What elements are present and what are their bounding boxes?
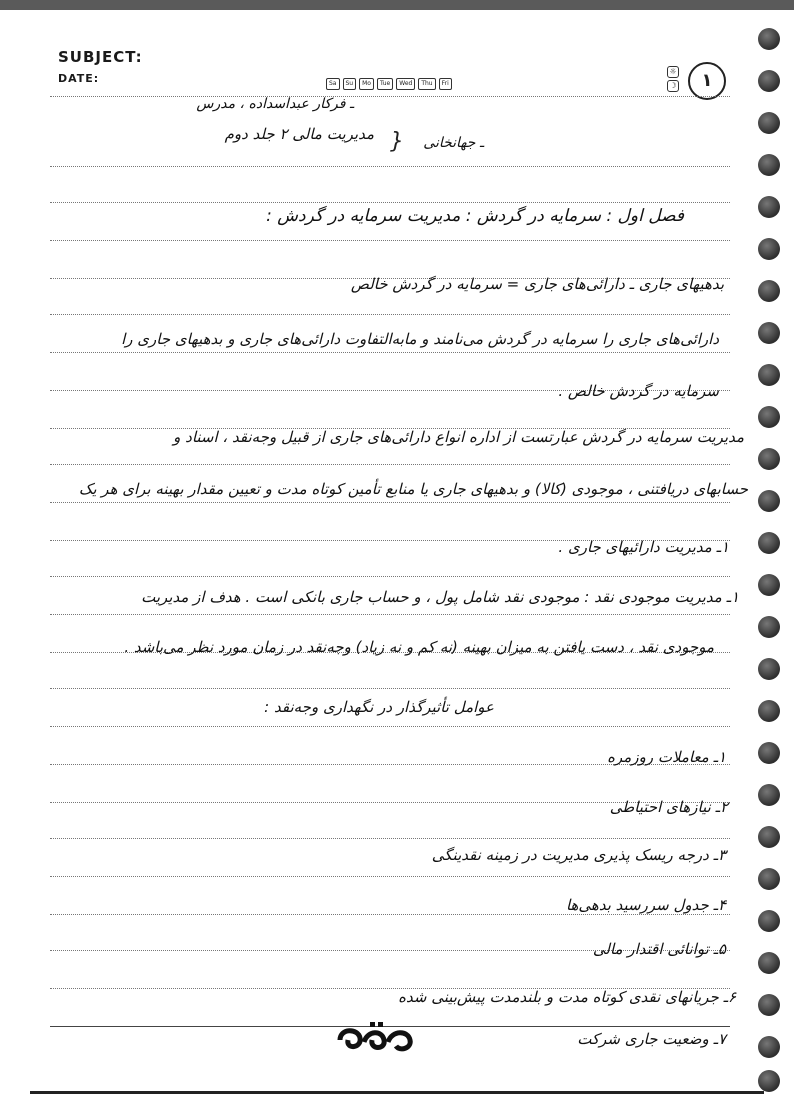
binding-hole: [758, 784, 780, 806]
binding-hole: [758, 322, 780, 344]
paragraph-1-line-1: دارائی‌های جاری را سرمایه در گردش می‌نامند و مابه‌التفاوت دارائی‌های جاری و بدهیهای جاری را: [121, 330, 719, 348]
ruled-line: [50, 464, 730, 465]
binding-hole: [758, 238, 780, 260]
subject-label: SUBJECT:: [58, 48, 143, 66]
factor-item-3: ۳ـ درجه ریسک پذیری مدیریت در زمینه نقدینگی: [431, 846, 726, 864]
ruled-line: [50, 876, 730, 877]
paragraph-2-line-2: حسابهای دریافتنی ، موجودی (کالا) و بدهیهای جاری یا منابع تأمین کوتاه مدت و تعیین مقدار بهینه برای هر یک: [78, 480, 748, 498]
ruled-line: [50, 726, 730, 727]
weekday-tuesday: Tue: [377, 78, 393, 90]
binding-hole: [758, 406, 780, 428]
ruled-line: [50, 314, 730, 315]
scan-top-edge: [0, 0, 794, 10]
ruled-line: [50, 576, 730, 577]
source-line-1: ـ فرکار عبداسداده ، مدرس: [196, 96, 354, 112]
ruled-line: [50, 614, 730, 615]
binding-hole: [758, 952, 780, 974]
ruled-line: [50, 202, 730, 203]
binding-hole: [758, 28, 780, 50]
weekday-sunday: Su: [343, 78, 357, 90]
factors-heading: عوامل تأثیرگذار در نگهداری وجه‌نقد :: [264, 698, 494, 716]
binding-hole: [758, 448, 780, 470]
factor-item-7: ۷ـ وضعیت جاری شرکت: [577, 1030, 726, 1048]
date-label: DATE:: [58, 72, 100, 85]
page-bottom-line: [30, 1091, 764, 1094]
binding-hole: [758, 532, 780, 554]
binding-hole: [758, 196, 780, 218]
binding-hole: [758, 994, 780, 1016]
ruled-line: [50, 838, 730, 839]
weekday-friday: Fri: [439, 78, 452, 90]
notebook-page: [0, 10, 794, 1103]
brand-logo-icon: [330, 1018, 425, 1058]
item-1-line-1: ۱ـ مدیریت موجودی نقد : موجودی نقد شامل پول ، و حساب جاری بانکی است . هدف از مدیریت: [141, 588, 739, 606]
source-line-2: ـ جهانخانی: [423, 135, 484, 151]
binding-hole: [758, 364, 780, 386]
paragraph-1-line-2: سرمایه در گردش خالص .: [558, 382, 719, 400]
curly-brace: {: [390, 129, 404, 154]
paragraph-2-line-1: مدیریت سرمایه در گردش عبارتست از اداره انواع دارائی‌های جاری از قبیل وجه‌نقد ، اسناد و: [173, 428, 744, 446]
book-title: مدیریت مالی ۲ جلد دوم: [224, 125, 374, 143]
binding-hole: [758, 574, 780, 596]
ruled-line: [50, 688, 730, 689]
binding-hole: [758, 742, 780, 764]
ruled-line: [50, 240, 730, 241]
weekday-monday: Mo: [359, 78, 374, 90]
binding-hole: [758, 1070, 780, 1092]
spiral-binding: [758, 10, 788, 1100]
factor-item-5: ۵ـ توانائی اقتدار مالی: [592, 940, 726, 958]
factor-item-6: ۶ـ جریانهای نقدی کوتاه مدت و بلندمدت پیش‌بینی شده: [398, 988, 736, 1006]
binding-hole: [758, 1036, 780, 1058]
ruled-line: [50, 166, 730, 167]
weekday-thursday: Thu: [418, 78, 435, 90]
ruled-line: [50, 502, 730, 503]
page-number-circle: ۱: [688, 62, 726, 100]
binding-hole: [758, 616, 780, 638]
sun-icon: ☼: [667, 66, 679, 78]
binding-hole: [758, 910, 780, 932]
moon-icon: ☽: [667, 80, 679, 92]
binding-hole: [758, 280, 780, 302]
working-capital-formula: بدهیهای جاری ـ دارائی‌های جاری = سرمایه در گردش خالص: [350, 275, 724, 293]
item-1-line-2: موجودی نقد ، دست یافتن به میزان بهینه (نه کم و نه زیاد) وجه‌نقد در زمان مورد نظر می‌باشد .: [124, 638, 714, 656]
binding-hole: [758, 700, 780, 722]
weekday-saturday: Sa: [326, 78, 340, 90]
binding-hole: [758, 868, 780, 890]
ruled-line: [50, 352, 730, 353]
binding-hole: [758, 154, 780, 176]
ruled-line: [50, 96, 730, 97]
binding-hole: [758, 826, 780, 848]
section-1-heading: ۱ـ مدیریت دارائیهای جاری .: [558, 538, 729, 556]
binding-hole: [758, 112, 780, 134]
binding-hole: [758, 70, 780, 92]
weekday-wednesday: Wed: [396, 78, 415, 90]
binding-hole: [758, 490, 780, 512]
factor-item-4: ۴ـ جدول سررسید بدهی‌ها: [565, 896, 726, 914]
ruled-line: [50, 914, 730, 915]
factor-item-1: ۱ـ معاملات روزمره: [607, 748, 726, 766]
chapter-title: فصل اول : سرمایه در گردش : مدیریت سرمایه در گردش :: [266, 206, 684, 226]
binding-hole: [758, 658, 780, 680]
weekday-boxes: [326, 78, 452, 90]
factor-item-2: ۲ـ نیاز‌های احتیاطی: [609, 798, 728, 816]
